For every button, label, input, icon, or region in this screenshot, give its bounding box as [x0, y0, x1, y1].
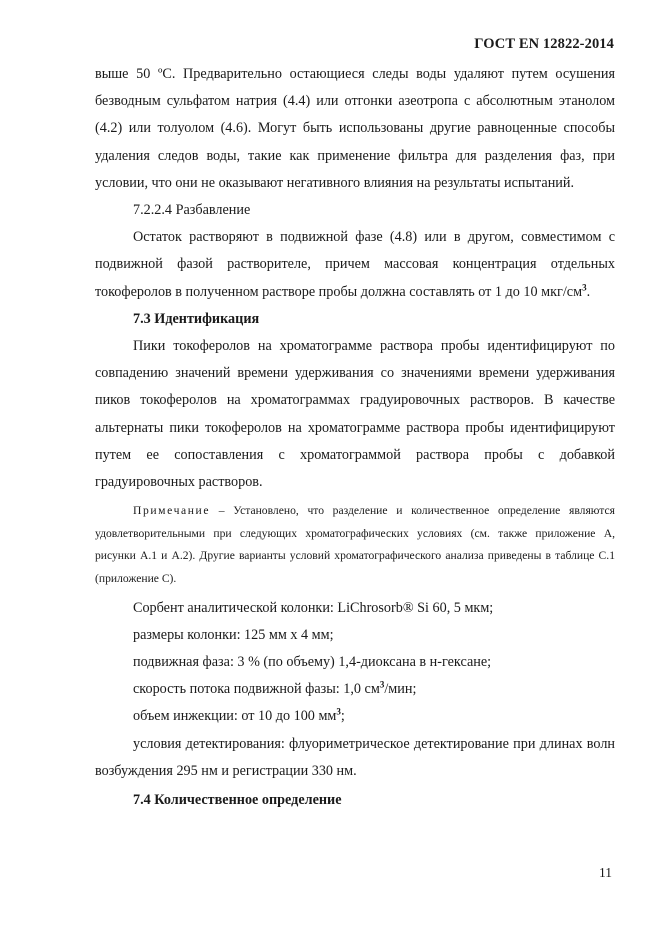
page-number: 11	[599, 865, 612, 880]
condition-mobile-phase: подвижная фаза: 3 % (по объему) 1,4-диоксана в н-гексане;	[133, 654, 492, 671]
note-text: – Установлено, что разделение и количественное определение являются удовлетворительными при следующих хроматографических условиях (см. также приложение А, рисунки А.1 и А.2). Другие варианты условий хроматографического анализа приведены в таблице С.1 (приложение С).	[95, 504, 615, 586]
section-heading-quantification: 7.4 Количественное определение	[133, 792, 342, 809]
paragraph-dilution-text: Остаток растворяют в подвижной фазе (4.8) или в другом, совместимом с подвижной фазой растворителе, причем массовая концентрация отдельных токоферолов в полученном растворе пробы должна составлять от 1 до 10 мкг/см	[95, 229, 615, 300]
injection-end: ;	[340, 708, 345, 725]
flow-rate-text: скорость потока подвижной фазы: 1,0 см	[133, 681, 380, 698]
condition-detection: условия детектирования: флуориметрическое детектирование при длинах волн возбуждения 295 нм и регистрации 330 нм.	[95, 735, 615, 779]
document-header: ГОСТ EN 12822-2014	[474, 36, 614, 52]
paragraph-identification: Пики токоферолов на хроматограмме раствора пробы идентифицируют по совпадению значений времени удерживания со значениями времени удерживания пиков токоферолов на хроматограммах градуировочных растворов. В качестве альтернаты пики токоферолов на хроматограмме раствора пробы идентифицируют путем ее сопоставления с хроматограммой раствора пробы с добавкой градуировочных растворов.	[95, 338, 615, 491]
subsection-heading-dilution: 7.2.2.4 Разбавление	[133, 202, 251, 219]
note-label: Примечание	[133, 504, 211, 518]
superscript: 3	[379, 679, 385, 690]
flow-rate-unit: /мин;	[384, 681, 417, 698]
document-body	[95, 61, 615, 814]
note-paragraph	[95, 500, 615, 590]
superscript: 3	[582, 281, 587, 292]
injection-text: объем инжекции: от 10 до 100 мм	[133, 708, 337, 725]
condition-injection-volume	[95, 703, 615, 730]
paragraph-dilution	[95, 224, 615, 306]
condition-sorbent: Сорбент аналитической колонки: LiChrosorb® Si 60, 5 мкм;	[133, 599, 494, 616]
paragraph-drying: выше 50 ºC. Предварительно остающиеся следы воды удаляют путем осушения безводным сульфатом натрия (4.4) или отгонки азеотропа с абсолютным этанолом (4.2) или толуолом (4.6). Могут быть использованы другие равноценные способы удаления следов воды, такие как применение фильтра для разделения фаз, при условии, что они не оказывают негативного влияния на результаты испытаний.	[95, 66, 615, 191]
condition-flow-rate	[95, 676, 615, 703]
section-heading-identification: 7.3 Идентификация	[133, 310, 260, 327]
superscript: 3	[336, 706, 341, 717]
paragraph-dilution-end: .	[586, 283, 591, 300]
condition-column-size: размеры колонки: 125 мм х 4 мм;	[133, 626, 334, 643]
